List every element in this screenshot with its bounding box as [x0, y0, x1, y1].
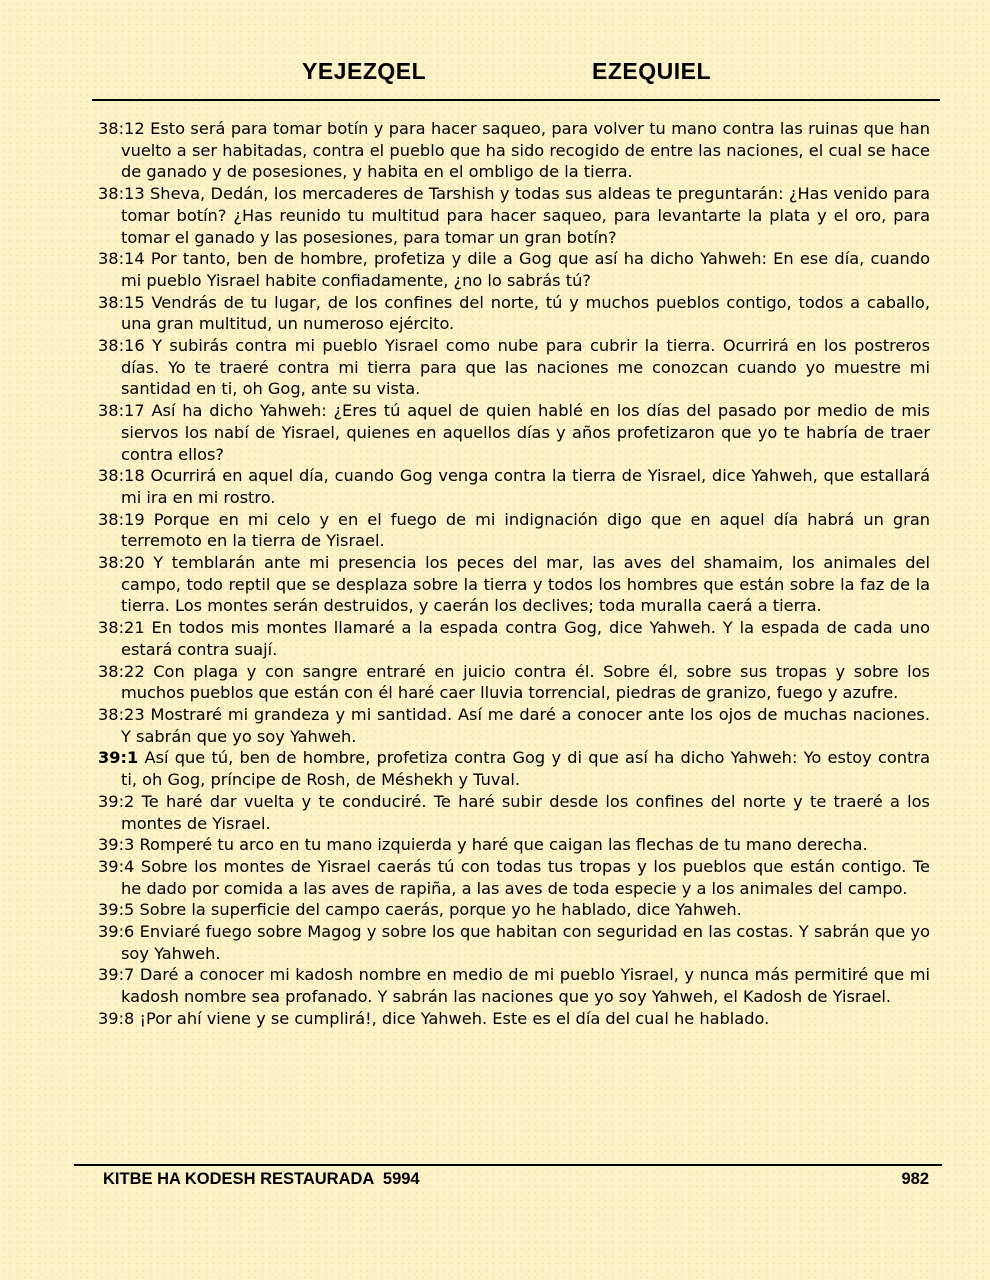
verse [98, 747, 930, 790]
verse-reference: 38:22 [98, 661, 145, 681]
running-footer [0, 1170, 990, 1194]
verse-reference: 38:15 [98, 292, 145, 312]
verse-reference: 38:14 [98, 249, 145, 269]
verse [98, 465, 930, 508]
footer-publication-title: KITBE HA KODESH RESTAURADA 5994 [103, 1170, 420, 1188]
page-number: 982 [901, 1170, 929, 1188]
verse-reference: 39:2 [98, 791, 135, 811]
verse [98, 791, 930, 834]
verse-text: Daré a conocer mi kadosh nombre en medio de mi pueblo Yisrael, y nunca más permitiré que mi kadosh nombre sea profanado. Y sabrán las naciones que yo soy Yahweh, el Kadosh de Yisrael. [121, 965, 930, 1007]
verse [98, 248, 930, 291]
header-hebrew-book-title: YEJEZQEL [302, 58, 427, 84]
verse [98, 834, 930, 856]
verse [98, 1008, 930, 1030]
verse-text: Sobre la superficie del campo caerás, porque yo he hablado, dice Yahweh. [139, 900, 742, 920]
verse-text: Vendrás de tu lugar, de los confines del norte, tú y muchos pueblos contigo, todos a caballo, una gran multitud, un numeroso ejército. [121, 292, 930, 334]
verse-reference: 39:3 [98, 835, 135, 855]
verse [98, 509, 930, 552]
verse-reference: 38:16 [98, 336, 145, 356]
verse-text: Y temblarán ante mi presencia los peces del mar, las aves del shamaim, los animales del campo, todo reptil que se desplaza sobre la tierra y todos los hombres que están sobre la faz de la tierra. Los montes serán destruidos, y caerán los declives; toda muralla caerá a tierra. [121, 553, 930, 616]
verse-reference: 38:18 [98, 466, 145, 486]
verse [98, 400, 930, 465]
verse-text: Mostraré mi grandeza y mi santidad. Así me daré a conocer ante los ojos de muchas naciones. Y sabrán que yo soy Yahweh. [121, 704, 930, 746]
verse-text: Enviaré fuego sobre Magog y sobre los que habitan con seguridad en las costas. Y sabrán que yo soy Yahweh. [121, 922, 930, 963]
verse [98, 617, 930, 660]
verse [98, 661, 930, 704]
verse-text: Porque en mi celo y en el fuego de mi indignación digo que en aquel día habrá un gran terremoto en la tierra de Yisrael. [121, 509, 931, 551]
verse [98, 118, 930, 183]
verse [98, 335, 930, 400]
verse-text: Sheva, Dedán, los mercaderes de Tarshish y todas sus aldeas te preguntarán: ¿Has venido para tomar botín? ¿Has reunido tu multitud para hacer saqueo, para levantarte la plata y el oro, para tomar el ganado y las posesiones, para tomar un gran botín? [121, 184, 930, 247]
verse [98, 704, 930, 747]
verse-reference: 39:5 [98, 900, 135, 920]
verse [98, 899, 930, 921]
verse-reference: 38:12 [98, 119, 145, 138]
verse-text: Así ha dicho Yahweh: ¿Eres tú aquel de quien hablé en los días del pasado por medio de mis siervos los nabí de Yisrael, quienes en aquellos días y años profetizaron que yo te habría de traer contra ellos? [121, 401, 930, 464]
verse-reference: 38:17 [98, 401, 145, 421]
verse-text: Romperé tu arco en tu mano izquierda y haré que caigan las flechas de tu mano derecha. [139, 835, 868, 855]
header-spanish-book-title: EZEQUIEL [592, 58, 712, 84]
running-header [0, 58, 990, 92]
header-rule [92, 99, 940, 101]
verse [98, 856, 930, 899]
verse [98, 921, 930, 964]
verse-text: Ocurrirá en aquel día, cuando Gog venga contra la tierra de Yisrael, dice Yahweh, que estallará mi ira en mi rostro. [121, 466, 930, 507]
verse [98, 183, 930, 248]
verse-text: En todos mis montes llamaré a la espada contra Gog, dice Yahweh. Y la espada de cada uno estará contra suají. [121, 618, 930, 659]
verse-text-block [98, 118, 930, 1030]
verse [98, 964, 930, 1007]
verse [98, 292, 930, 335]
footer-rule [74, 1164, 942, 1166]
verse-text: Y subirás contra mi pueblo Yisrael como nube para cubrir la tierra. Ocurrirá en los postreros días. Yo te traeré contra mi tierra para que las naciones me conozcan cuando yo muestre mi santidad en ti, oh Gog, ante su vista. [121, 336, 930, 399]
verse-reference: 38:23 [98, 704, 145, 724]
verse-reference: 39:7 [98, 965, 135, 985]
verse-text: Con plaga y con sangre entraré en juicio contra él. Sobre él, sobre sus tropas y sobre los muchos pueblos que están con él haré caer lluvia torrencial, piedras de granizo, fuego y azufre. [121, 661, 930, 703]
verse-reference: 38:19 [98, 509, 145, 529]
verse-reference: 39:8 [98, 1008, 135, 1028]
verse-reference: 39:1 [98, 748, 139, 768]
verse-reference: 38:21 [98, 618, 145, 638]
verse-text: Así que tú, ben de hombre, profetiza contra Gog y di que así ha dicho Yahweh: Yo estoy contra ti, oh Gog, príncipe de Rosh, de Méshekh y Tuval. [121, 748, 930, 790]
verse [98, 552, 930, 617]
verse-reference: 39:6 [98, 922, 135, 942]
verse-reference: 38:13 [98, 184, 145, 204]
verse-reference: 38:20 [98, 553, 145, 573]
verse-text: Por tanto, ben de hombre, profetiza y dile a Gog que así ha dicho Yahweh: En ese día, cuando mi pueblo Yisrael habite confiadamente, ¿no lo sabrás tú? [121, 249, 930, 290]
verse-text: ¡Por ahí viene y se cumplirá!, dice Yahweh. Este es el día del cual he hablado. [139, 1008, 770, 1028]
verse-text: Sobre los montes de Yisrael caerás tú con todas tus tropas y los pueblos que están contigo. Te he dado por comida a las aves de rapiña, a las aves de toda especie y a los animales del campo. [121, 856, 930, 898]
verse-text: Te haré dar vuelta y te conduciré. Te haré subir desde los confines del norte y te traeré a los montes de Yisrael. [121, 791, 930, 833]
verse-text: Esto será para tomar botín y para hacer saqueo, para volver tu mano contra las ruinas que han vuelto a ser habitadas, contra el pueblo que ha sido recogido de entre las naciones, el cual se hace de ganado y de posesiones, y habita en el ombligo de la tierra. [121, 119, 930, 182]
verse-reference: 39:4 [98, 856, 135, 876]
